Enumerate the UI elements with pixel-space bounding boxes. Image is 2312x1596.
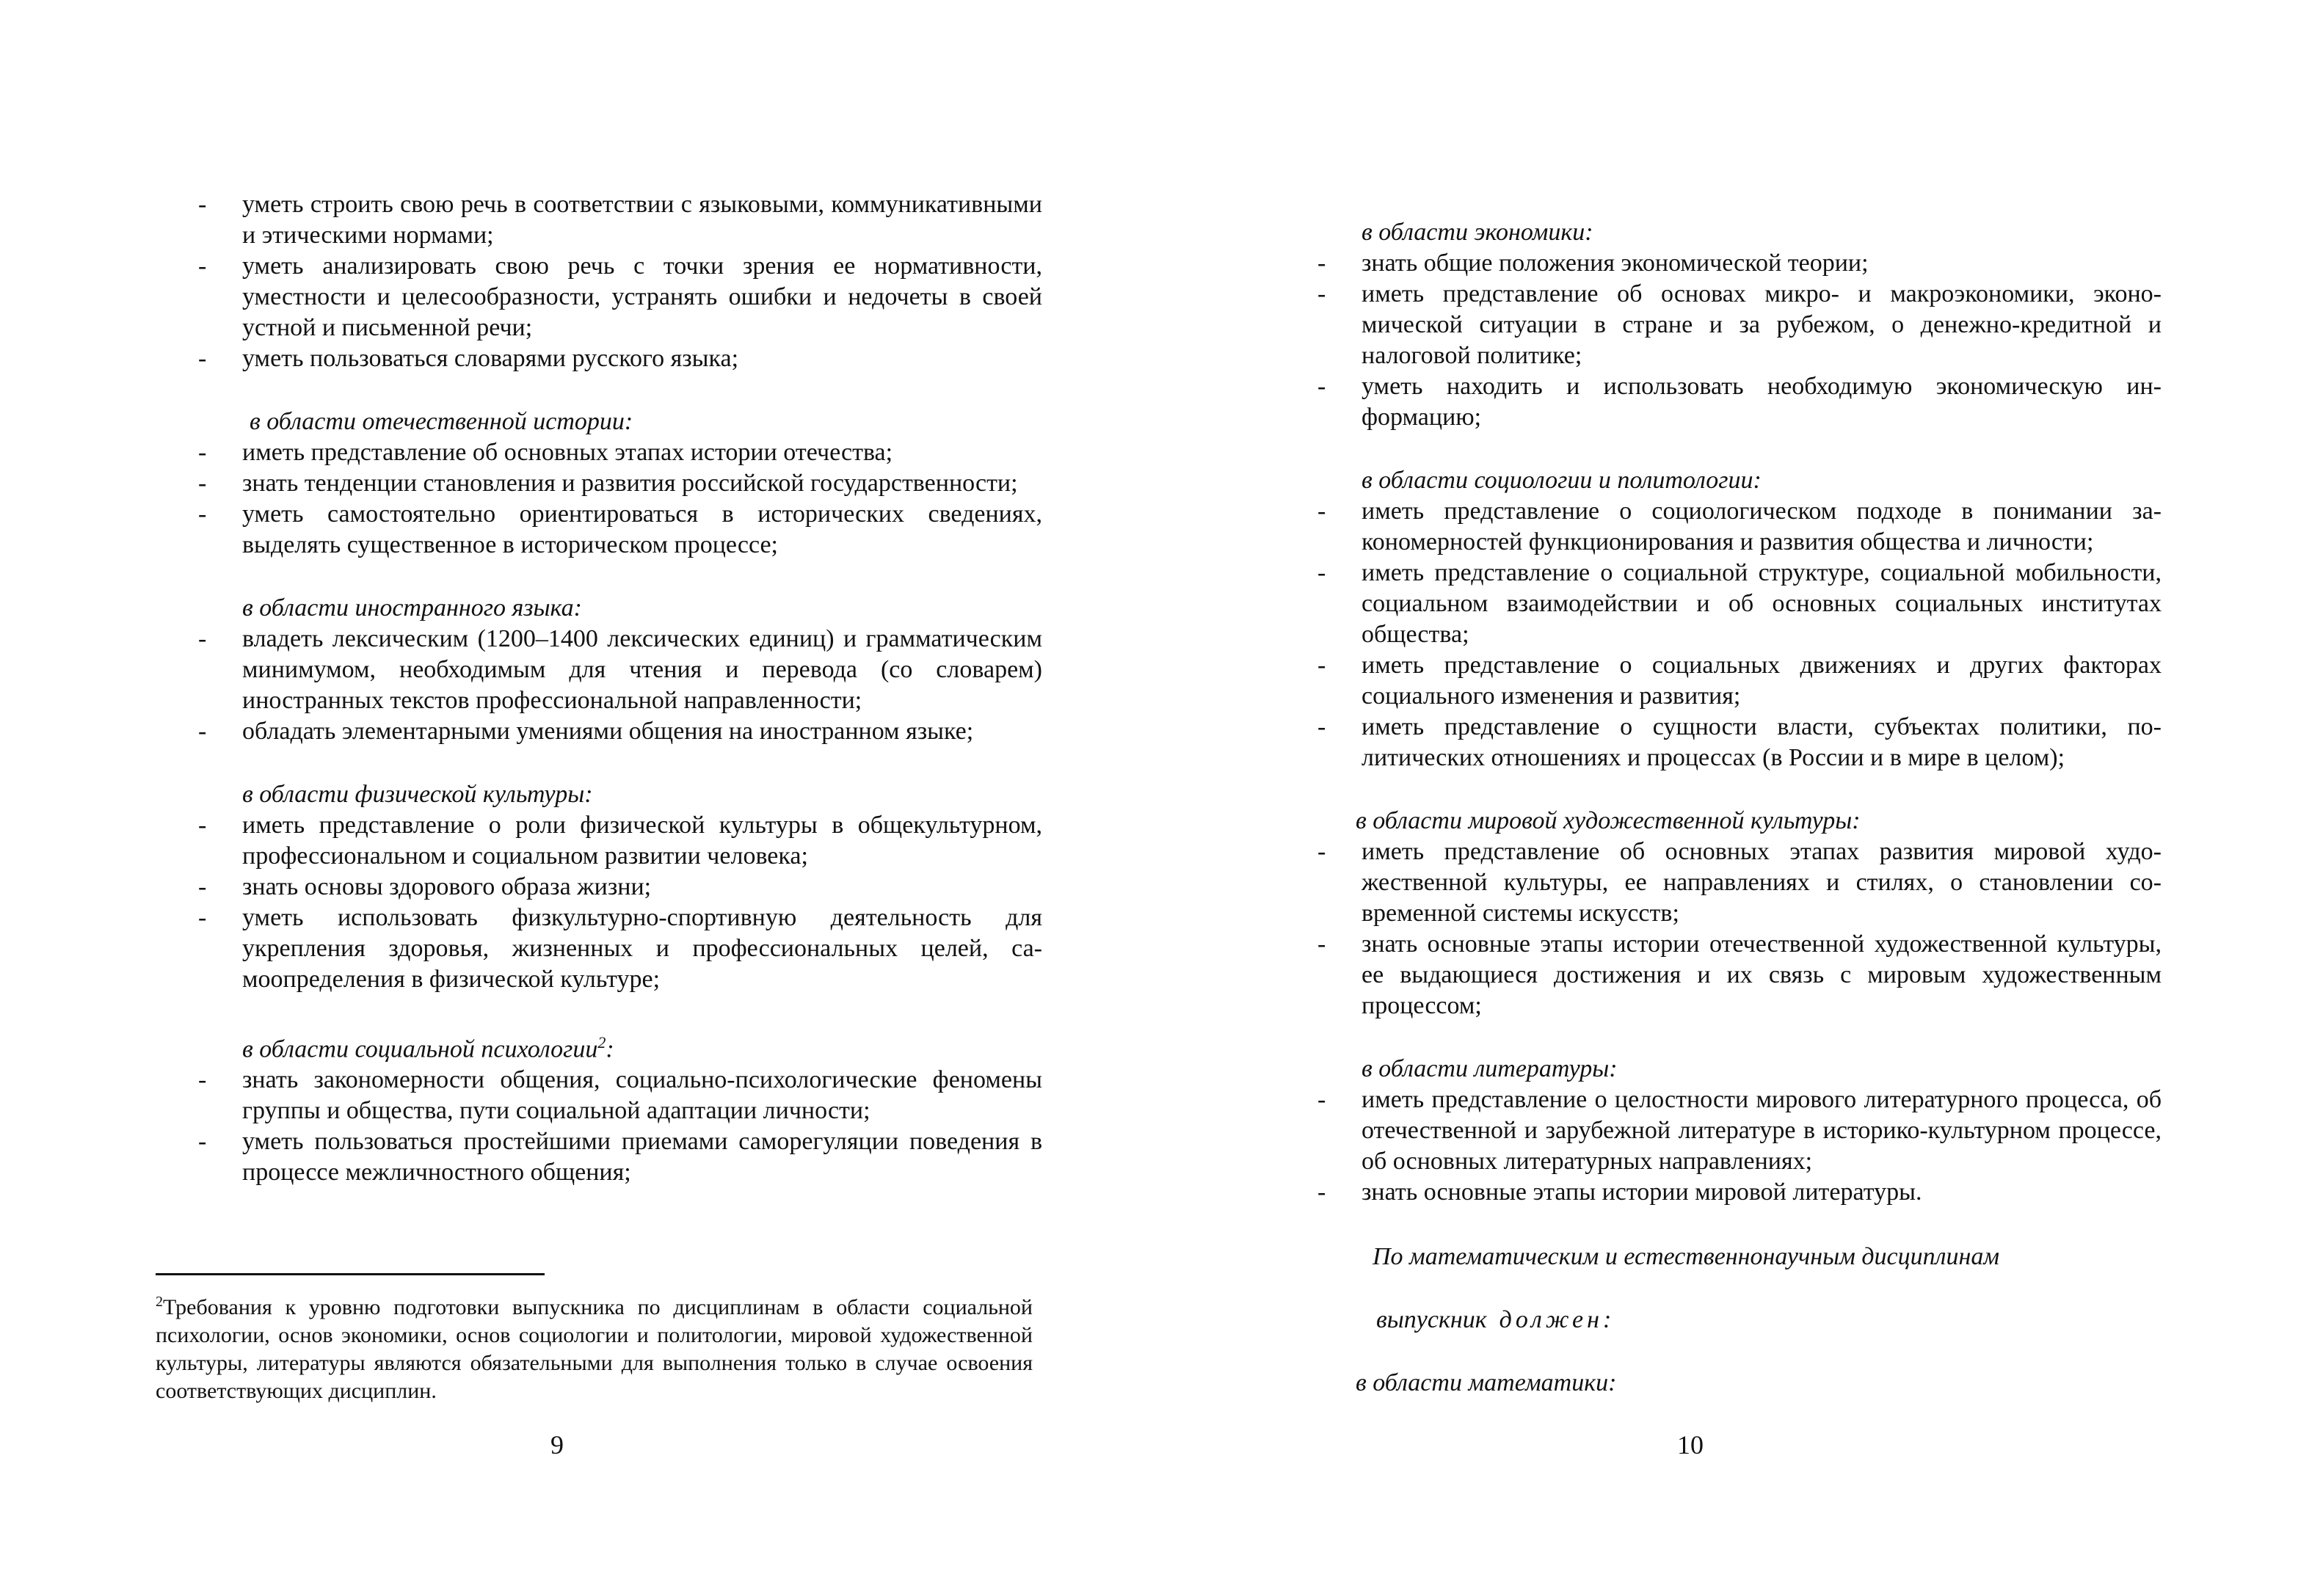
- list-item: - знать закономерности общения, социально-психологические феномены группы и общества, пути социальной адаптации личности;: [198, 1065, 1042, 1126]
- speech-skills-list: [198, 189, 1042, 374]
- list-item: - иметь представление об основах микро- и макроэкономики, экономической ситуации в стране и за рубежом, о денежно-кредитной и налоговой политике;: [1317, 279, 2162, 371]
- graduate-must-line: [1317, 1305, 2162, 1336]
- list-item: - иметь представление о социологическом подходе в понимании закономерностей функционирования и развития общества и личности;: [1317, 496, 2162, 558]
- must-word: должен:: [1499, 1306, 1615, 1333]
- section-heading-history: в области отечественной истории:: [250, 408, 633, 435]
- list-item: - иметь представление о социальной структуре, социальной мобильности, социальном взаимодействии и об основных социальных институтах общества;: [1317, 558, 2162, 650]
- right-page-content: [1317, 217, 2162, 1399]
- section-heading-foreign-language: в области иностранного языка:: [242, 594, 582, 622]
- list-item: - знать основные этапы истории отечественной художественной культуры, ее выдающиеся достижения и их связь с мировым художественным процессом;: [1317, 929, 2162, 1021]
- list-item: - уметь анализировать свою речь с точки зрения ее нормативности, уместности и целесообразности, устранять ошибки и недочеты в своей устной и письменной речи;: [198, 251, 1042, 343]
- list-item: - знать тенденции становления и развития российской государственности;: [198, 468, 1042, 499]
- footnote-text: Требования к уровню подготовки выпускника по дисциплинам в области социальной психологии, основ экономики, основ социологии и политологии, мировой художественной культуры, литературы являются обязательными для выполнения только в случае освоения соответствующих дисциплин.: [156, 1295, 1033, 1403]
- list-item: - уметь использовать физкультурно-спортивную деятельность для укрепления здоровья, жизненных и профессиональных целей, самоопределения в физической культуре;: [198, 903, 1042, 995]
- section-heading-world-art: в области мировой художественной культуры:: [1356, 807, 1861, 834]
- list-item: - владеть лексическим (1200–1400 лексических единиц) и грамматическим минимумом, необходимым для чтения и перевода (со словарем) иностранных текстов профессиональной направленности;: [198, 624, 1042, 716]
- left-page-content: [198, 189, 1042, 1188]
- list-item: - иметь представление об основных этапах истории отечества;: [198, 437, 1042, 468]
- page-number: 10: [1677, 1430, 1704, 1460]
- graduate-word: выпускник: [1376, 1306, 1487, 1333]
- list-item: - уметь самостоятельно ориентироваться в исторических сведениях, выделять существенное в историческом процессе;: [198, 499, 1042, 561]
- list-item: - иметь представление о социальных движениях и других факторах социального изменения и развития;: [1317, 650, 2162, 712]
- page-10: [1156, 0, 2312, 1596]
- list-item: - обладать элементарными умениями общения на иностранном языке;: [198, 716, 1042, 747]
- list-item: - уметь строить свою речь в соответствии с языковыми, коммуникативными и этическими нормами;: [198, 189, 1042, 251]
- footnote-ref: 2: [597, 1033, 606, 1052]
- section-heading-economics: в области экономики:: [1362, 219, 1593, 246]
- heading-colon: :: [606, 1035, 614, 1063]
- section-heading-sociology: в области социологии и политологии:: [1362, 467, 1762, 494]
- page-number: 9: [550, 1430, 564, 1460]
- section-heading-physical-culture: в области физической культуры:: [242, 781, 593, 808]
- list-item: - иметь представление о сущности власти, субъектах политики, политических отношениях и процессах (в России и в мире в целом);: [1317, 712, 2162, 773]
- list-item: - уметь пользоваться простейшими приемами саморегуляции поведения в процессе межличностного общения;: [198, 1126, 1042, 1188]
- list-item: - иметь представление о целостности мирового литературного процесса, об отечественной и зарубежной литературе в историко-культурном процессе, об основных литературных направлениях;: [1317, 1085, 2162, 1177]
- list-item: - знать основные этапы истории мировой литературы.: [1317, 1177, 2162, 1208]
- math-science-section-title: По математическим и естественнонаучным дисциплинам: [1373, 1243, 2000, 1270]
- list-item: - знать основы здорового образа жизни;: [198, 872, 1042, 903]
- footnote-divider: [156, 1273, 545, 1275]
- heading-text: в области социальной психологии: [242, 1035, 598, 1063]
- list-item: - иметь представление о роли физической культуры в общекультурном, профессиональном и социальном развитии человека;: [198, 810, 1042, 872]
- list-item: - знать общие положения экономической теории;: [1317, 248, 2162, 279]
- list-item: - уметь пользоваться словарями русского языка;: [198, 343, 1042, 374]
- list-item: - уметь находить и использовать необходимую экономическую информацию;: [1317, 371, 2162, 433]
- footnote: [156, 1288, 1033, 1405]
- section-heading-math: в области математики:: [1356, 1369, 1617, 1396]
- section-heading-literature: в области литературы:: [1362, 1055, 1618, 1082]
- list-item: - иметь представление об основных этапах развития мировой художественной культуры, ее направлениях и стилях, о становлении современной системы искусств;: [1317, 837, 2162, 929]
- footnote-number: 2: [156, 1294, 163, 1310]
- section-heading-social-psychology: [198, 1027, 1042, 1065]
